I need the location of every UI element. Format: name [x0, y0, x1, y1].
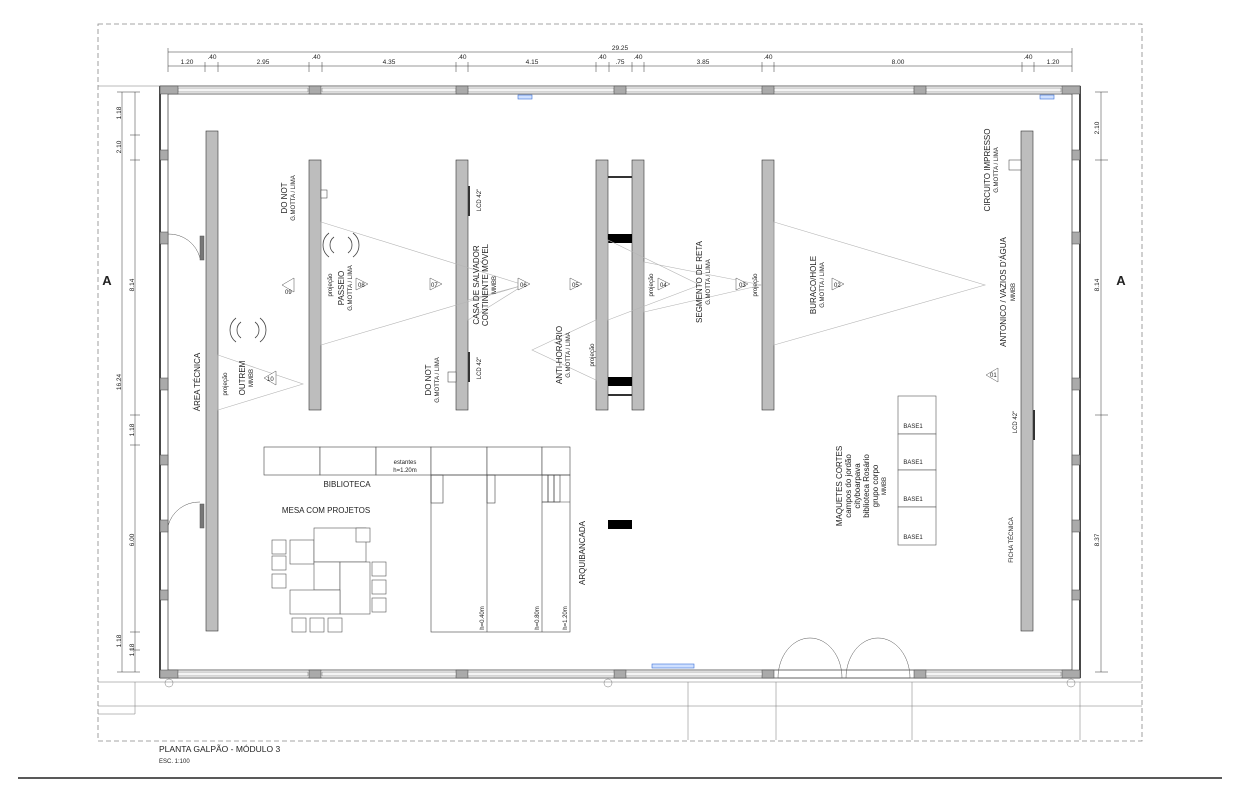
plan-title: PLANTA GALPÃO - MÓDULO 3 — [159, 744, 281, 754]
dim-top: 3.85 — [696, 59, 710, 66]
area-tecnica-label: ÁREA TÉCNICA — [193, 352, 202, 412]
lcd-label: LCD 42" — [1013, 410, 1019, 434]
bench-height: h=1.20m — [563, 606, 569, 630]
work-outrem — [238, 360, 255, 395]
svg-text:MMBB: MMBB — [882, 477, 888, 495]
svg-text:G.MOTTA / LIMA: G.MOTTA / LIMA — [820, 262, 826, 308]
arquibancada-label: ARQUIBANCADA — [578, 520, 587, 586]
dim-top: .40 — [763, 54, 773, 61]
section-marker-right: A — [1116, 273, 1126, 288]
svg-text:ANTONICO / VAZIOS D'ÁGUA: ANTONICO / VAZIOS D'ÁGUA — [999, 237, 1008, 347]
dim-right: 8.37 — [1094, 533, 1101, 547]
svg-text:SEGMENTO DE RETA: SEGMENTO DE RETA — [695, 241, 704, 323]
dim-total: 29.25 — [611, 45, 629, 52]
bench-height: h=0.40m — [480, 606, 486, 630]
project-table — [272, 528, 386, 632]
svg-text:G.MOTTA / LIMA: G.MOTTA / LIMA — [566, 332, 572, 378]
dim-left: 1.18 — [129, 423, 136, 437]
work-do-not-1 — [280, 175, 297, 221]
dim-top: 1.20 — [1046, 59, 1060, 66]
work-casa — [472, 243, 498, 326]
estantes-height: h=1.20m — [393, 468, 417, 474]
svg-text:projeção: projeção — [328, 273, 334, 297]
lcd-label: LCD 42" — [477, 356, 483, 380]
work-circuito — [983, 129, 1000, 212]
arquibancada — [431, 475, 570, 632]
dim-top: 4.15 — [525, 59, 539, 66]
svg-text:campos do jordão: campos do jordão — [844, 454, 853, 518]
svg-text:MAQUETES CORTES: MAQUETES CORTES — [835, 445, 844, 527]
dim-top: .40 — [457, 54, 467, 61]
svg-text:biblioteca Rosário: biblioteca Rosário — [862, 454, 871, 518]
work-passeio — [337, 265, 354, 311]
dim-right: 8.14 — [1094, 278, 1101, 292]
svg-text:MMBB: MMBB — [1011, 283, 1017, 301]
projector-number: 01 — [990, 373, 997, 379]
dim-top: 4.35 — [382, 59, 396, 66]
work-buraco — [809, 256, 826, 314]
projecao-labels — [223, 270, 759, 396]
svg-text:projeção: projeção — [590, 343, 596, 367]
svg-text:CIRCUITO IMPRESSO: CIRCUITO IMPRESSO — [983, 128, 992, 212]
dim-top: .75 — [615, 59, 625, 66]
projector-number: 04 — [660, 283, 667, 289]
dim-left: 1.18 — [116, 106, 123, 120]
dim-top: .40 — [207, 54, 217, 61]
dim-top: 2.95 — [256, 59, 270, 66]
dim-left: 16.24 — [116, 373, 123, 391]
lcd-label: LCD 42" — [477, 188, 483, 212]
svg-text:grupo corpo: grupo corpo — [871, 464, 880, 508]
work-do-not-2 — [424, 357, 441, 403]
biblioteca-label: BIBLIOTECA — [323, 480, 371, 489]
top-dim-labels — [181, 54, 1060, 66]
svg-text:G.MOTTA / LIMA: G.MOTTA / LIMA — [291, 175, 297, 221]
projector-number: 09 — [285, 290, 292, 296]
base-label: BASE1 — [903, 460, 923, 466]
work-anti-horario — [555, 326, 572, 384]
svg-text:cityboarpava: cityboarpava — [853, 463, 862, 509]
svg-text:CONTINENTE MÓVEL: CONTINENTE MÓVEL — [481, 243, 490, 327]
svg-text:PASSEIO: PASSEIO — [337, 270, 346, 306]
right-dimension — [1095, 92, 1108, 672]
projector-number: 06 — [520, 283, 527, 289]
svg-text:G.MOTTA / LIMA: G.MOTTA / LIMA — [435, 357, 441, 403]
svg-text:MMBB: MMBB — [492, 276, 498, 294]
dim-left: 8.14 — [129, 278, 136, 292]
dim-top: 8.00 — [891, 59, 905, 66]
svg-text:G.MOTTA / LIMA: G.MOTTA / LIMA — [994, 147, 1000, 193]
maquetes-label — [835, 446, 888, 526]
dim-left: 6.00 — [129, 533, 136, 547]
dim-left: 1.18 — [129, 643, 136, 657]
estantes-label: estantes — [393, 460, 417, 466]
dim-top: .40 — [1023, 54, 1033, 61]
section-marker-left: A — [102, 273, 112, 288]
dim-top: .40 — [311, 54, 321, 61]
svg-text:DO NOT: DO NOT — [280, 182, 289, 214]
svg-text:MMBB: MMBB — [249, 369, 255, 387]
dim-left: 2.10 — [116, 140, 123, 154]
svg-text:DO NOT: DO NOT — [424, 364, 433, 396]
base-stands — [898, 396, 936, 545]
projector-number: 07 — [431, 283, 438, 289]
left-dim-labels — [116, 106, 136, 656]
svg-text:OUTREM: OUTREM — [238, 360, 247, 396]
projector-number: 02 — [834, 283, 841, 289]
ficha-tecnica-label: FICHA TÉCNICA — [1009, 517, 1015, 563]
projector-number: 03 — [739, 283, 746, 289]
svg-text:ANTI-HORÁRIO: ANTI-HORÁRIO — [555, 325, 564, 385]
svg-text:G.MOTTA / LIMA: G.MOTTA / LIMA — [348, 265, 354, 311]
work-antonico — [999, 236, 1017, 346]
svg-text:projeção: projeção — [753, 273, 759, 297]
dim-right: 2.10 — [1094, 121, 1101, 135]
projectors — [264, 278, 998, 385]
projector-number: 08 — [358, 283, 365, 289]
base-label: BASE1 — [903, 535, 923, 541]
mesa-label: MESA COM PROJETOS — [281, 506, 371, 515]
svg-text:G.MOTTA / LIMA: G.MOTTA / LIMA — [706, 259, 712, 305]
svg-text:CASA DE SALVADOR: CASA DE SALVADOR — [472, 245, 481, 325]
dim-top: 1.20 — [180, 59, 194, 66]
bench-height: h=0.80m — [535, 606, 541, 630]
base-label: BASE1 — [903, 497, 923, 503]
plan-scale: ESC. 1:100 — [159, 759, 190, 765]
library-shelves — [264, 447, 570, 475]
projector-number: 05 — [572, 283, 579, 289]
svg-text:projeção: projeção — [223, 372, 229, 396]
dim-top: .40 — [597, 54, 607, 61]
dim-left: 1.18 — [116, 634, 123, 648]
svg-text:projeção: projeção — [649, 273, 655, 297]
base-label: BASE1 — [903, 424, 923, 430]
projector-number: 10 — [267, 377, 274, 383]
work-segmento — [695, 240, 712, 323]
dim-top: .40 — [633, 54, 643, 61]
svg-text:BURACO/HOLE: BURACO/HOLE — [809, 255, 818, 315]
entrance-arches — [778, 638, 910, 678]
